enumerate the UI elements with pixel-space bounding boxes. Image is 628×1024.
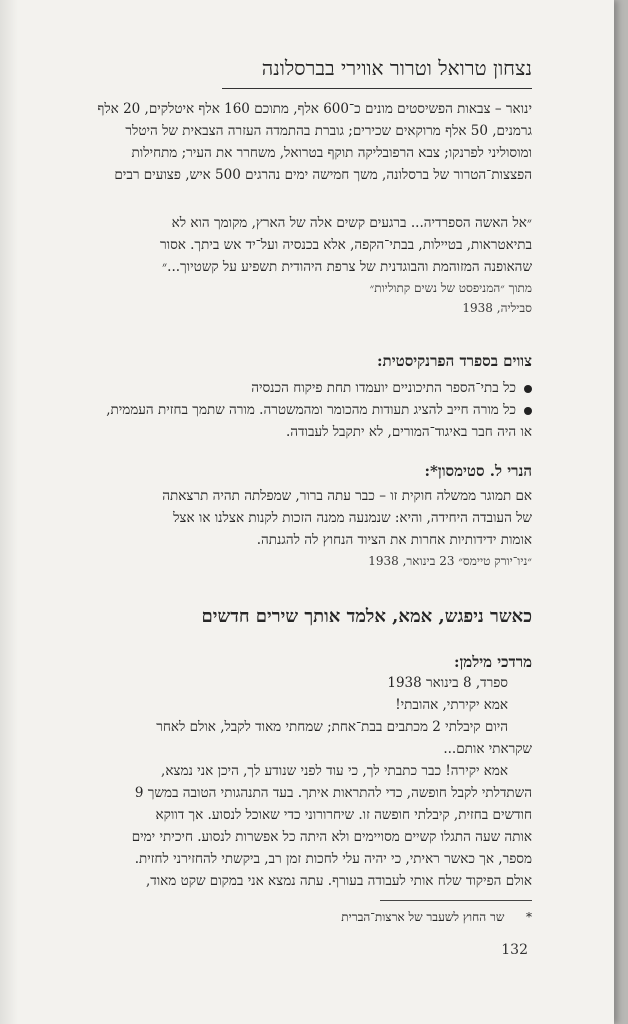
quote-line: בתיאטראות, בטיילות, בבתי־הקפה, אלא בכנסיה ועל־יד אש ביתך. אסור [159,237,532,253]
footnote-marker: * [526,910,532,924]
quote-line: שהאופנה המזוהמת והבוגדנית של צרפת היהודית תשפיע על קשטיוך...״ [162,259,532,275]
decrees-section [40,352,532,443]
letter-line: אותה שעה התגלו קשיים מסויימים ולא היתה כל אפשרות לנסוע. חיכיתי ימים [131,829,532,845]
footnote [341,910,532,925]
stimson-section [40,462,532,571]
bullet-icon [524,385,532,393]
letter-line: חודשים בחזית, קיבלתי חופשה זו. שיחרורוני כדי שאוכל לנסוע. אך דווקא [155,807,532,823]
decree-item [40,377,532,399]
quote-source-place-date: סביליה, 1938 [462,301,532,315]
stimson-line: אם תמוגר ממשלה חוקית זו – כבר עתה ברור, שמפלתה תהיה תרצאתה [162,488,532,504]
letter-line: אולם הפיקוד שלח אותי לעבודה בעורף. עתה נמצא אני במקום שקט מאוד, [145,873,532,889]
letter-section [40,606,532,892]
decree-text: כל מורה חייב להציג תעודות מהכומר ומהמשטרה. מורה שתמך בחזית העממית, [106,402,516,418]
text-line: גרמנים, 50 אלף מרוקאים שכירים; גוברת בהתמדה העזרה הצבאית של היטלר [125,123,532,139]
letter-line: היום קיבלתי 2 מכתבים בבת־אחת; שמחתי מאוד לקבל, אולם לאחר [156,719,508,735]
letter-greeting: אמא יקירתי, אהובתי! [395,697,508,713]
quote-line: ״אל האשה הספרדיה... ברגעים קשים אלה של הארץ, מקומך הוא לא [171,215,532,231]
page-number: 132 [501,942,528,958]
letter-line: שקראתי אותם... [443,741,532,757]
text-line: ינואר – צבאות הפשיסטים מונים כ־600 אלף, מתוכם 160 אלף איטלקים, 20 אלף [97,101,532,117]
stimson-line: של העובדה היחידה, והיא: שנמנעה ממנה הזכות לקנות אצלנו או אצל [173,510,532,526]
bullet-icon [524,407,532,415]
decree-continuation: או היה חבר באיגוד־המורים, לא יתקבל לעבודה. [285,424,532,440]
events-paragraph [40,98,532,186]
letter-line: מספר, אך כאשר ראיתי, כי יהיה עלי לחכות זמן רב, ביקשתי להחזירני לחזית. [134,851,532,867]
page-gutter-shadow [0,0,18,1024]
chapter-title: נצחון טרואל וטרור אווירי בברסלונה [261,56,532,80]
decrees-heading: צווים בספרד הפרנקיסטית: [377,352,532,370]
title-underline [222,88,532,89]
letter-line: השתדלתי לקבל חופשה, כדי להתראות איתך. בעד התנהגותי הטובה במשך 9 [134,785,532,801]
stimson-heading: הנרי ל. סטימסון*: [424,462,532,480]
decree-item [40,399,532,421]
decree-text: כל בתי־הספר התיכוניים יועמדו תחת פיקוח הכנסיה [251,380,516,396]
footnote-divider [380,900,532,901]
letter-dateline: ספרד, 8 בינואר 1938 [387,675,508,691]
quote-source: מתוך ״המניפסט של נשים קתוליות״ [369,281,532,295]
letter-line: אמא יקירה! כבר כתבתי לך, כי עוד לפני שנודע לך, היכן אני נמצא, [161,763,508,779]
text-line: ומוסוליני לפרנקו; צבא הרפובליקה תוקף בטרואל, משחרר את העיר; מתחילות [131,145,532,161]
letter-title: כאשר ניפגש, אמא, אלמד אותך שירים חדשים [201,606,532,627]
footnote-text: שר החוץ לשעבר של ארצות־הברית [341,910,505,924]
stimson-source: ״ניו־יורק טיימס״ 23 בינואר, 1938 [368,554,532,568]
manifesto-quote [40,212,532,318]
text-line: הפצצות־הטרור של ברסלונה, משך חמישה ימים נהרגים 500 איש, פצועים רבים [114,167,532,183]
stimson-line: אומות ידידותיות אחרות את הציוד הנחוץ לה להגנתה. [256,532,532,548]
letter-author: מרדכי מילמן: [453,653,532,671]
